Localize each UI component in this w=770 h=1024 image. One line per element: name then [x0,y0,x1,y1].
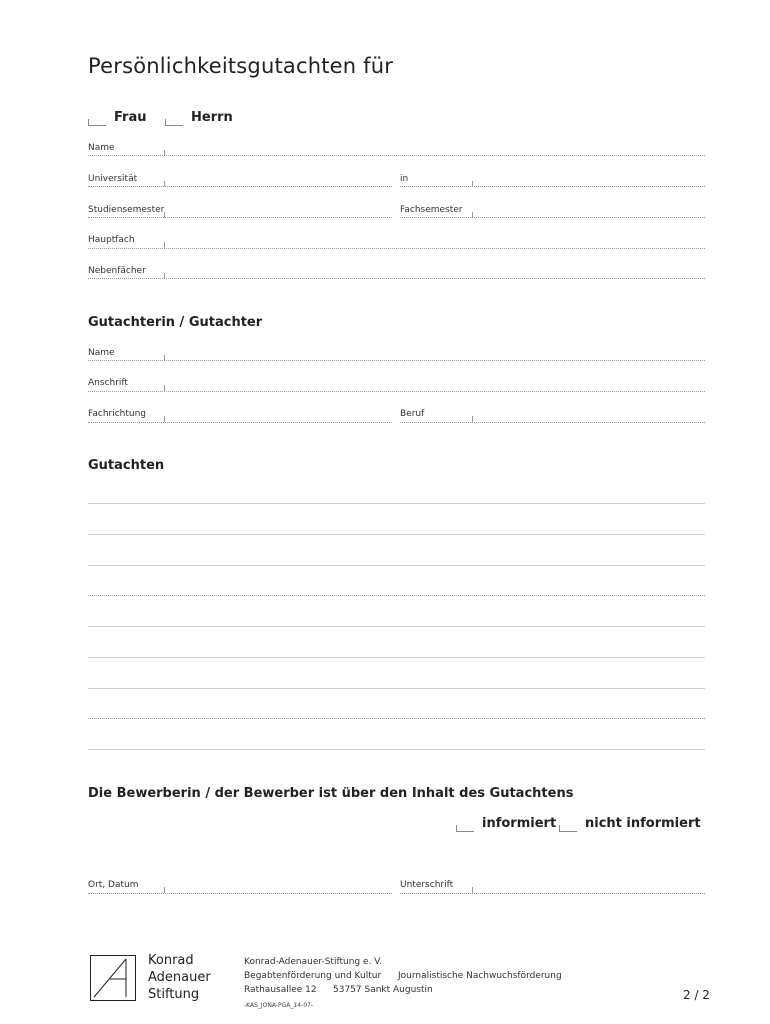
dept-1: Begabtenförderung und Kultur [244,971,382,981]
assessment-line [88,749,705,750]
assessment-line [88,534,705,535]
subject-semester-label: Fachsemester [400,205,463,215]
reviewer-name-field[interactable] [88,360,705,361]
signature-label: Unterschrift [400,880,454,890]
student-name-label: Name [88,143,115,153]
assessment-line [88,688,705,689]
subject-semester-field[interactable] [400,217,705,218]
assessment-line [88,657,705,658]
study-semester-label: Studiensemester [88,205,165,215]
assessment-line [88,626,705,627]
university-label: Universität [88,174,138,184]
city: 53757 Sankt Augustin [333,985,433,995]
major-field[interactable] [88,248,705,249]
logo-line-1: Konrad [148,953,194,968]
reviewer-address-label: Anschrift [88,378,128,388]
university-city-field[interactable] [400,186,705,187]
page-title: Persönlichkeitsgutachten für [88,54,394,78]
salutation-herrn-label: Herrn [191,110,233,125]
logo-line-3: Stiftung [148,987,200,1002]
logo-wordmark [148,952,211,1003]
major-label: Hauptfach [88,235,135,245]
study-semester-field[interactable] [88,217,392,218]
student-name-field[interactable] [88,155,705,156]
not-informed-label: nicht informiert [585,816,701,831]
form-code: -KAS_JONA-PGA_14-07- [244,1002,313,1009]
assessment-line [88,503,705,504]
minor-label: Nebenfächer [88,266,146,276]
informed-statement: Die Bewerberin / der Bewerber ist über den Inhalt des Gutachtens [88,786,574,801]
informed-checkbox[interactable] [456,825,474,832]
minor-field[interactable] [88,278,705,279]
salutation-frau-label: Frau [114,110,147,125]
reviewer-job-field[interactable] [400,422,705,423]
in-label: in [400,174,409,184]
page-number: 2 / 2 [683,988,710,1002]
salutation-frau-checkbox[interactable] [88,119,106,126]
signature-field[interactable] [400,893,705,894]
dept-2: Journalistische Nachwuchsförderung [398,971,562,981]
assessment-heading: Gutachten [88,458,165,473]
reviewer-name-label: Name [88,348,115,358]
assessment-line [88,565,705,566]
not-informed-checkbox[interactable] [559,825,577,832]
assessment-line [88,595,705,596]
reviewer-field-label: Fachrichtung [88,409,147,419]
university-field[interactable] [88,186,392,187]
logo-line-2: Adenauer [148,970,211,985]
salutation-herrn-checkbox[interactable] [165,119,183,126]
org-name: Konrad-Adenauer-Stiftung e. V. [244,957,383,967]
informed-label: informiert [482,816,557,831]
street: Rathausallee 12 [244,985,317,995]
reviewer-job-label: Beruf [400,409,425,419]
kas-logo-icon [90,955,136,1001]
reviewer-heading: Gutachterin / Gutachter [88,315,263,330]
assessment-line [88,718,705,719]
reviewer-field-input[interactable] [88,422,392,423]
reviewer-address-field[interactable] [88,391,705,392]
place-date-field[interactable] [88,893,392,894]
place-date-label: Ort, Datum [88,880,139,890]
